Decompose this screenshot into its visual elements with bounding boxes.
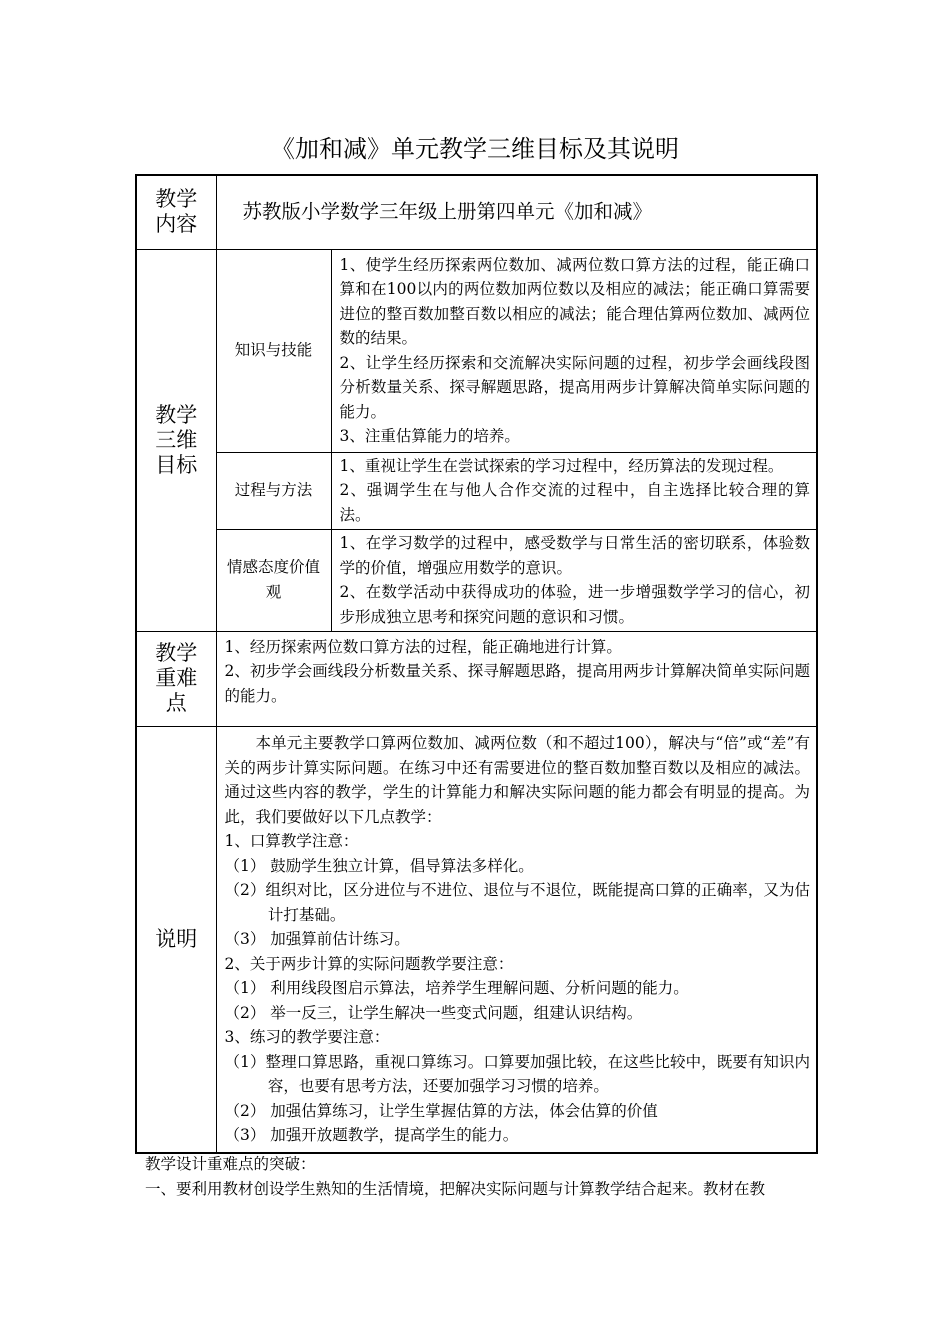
footer-heading: 教学设计重难点的突破： [145, 1155, 316, 1173]
goal-process-row [136, 452, 817, 529]
goals-label-text: 教学 三维 目标 [155, 402, 198, 477]
emotion-values-text [331, 529, 817, 631]
process-item-1: 1、重视让学生在尝试探索的学习过程中，经历算法的发现过程。 [339, 456, 784, 475]
knowledge-item-1: 1、使学生经历探索两位数加、减两位数口算方法的过程，能正确口算和在100以内的两位数加两位数以及相应的减法；能正确口算需要进位的整百数加整百数以相应的减法；能合理估算两位数加、减两位数的结果。 [339, 255, 811, 347]
explanation-h1-item-3: （3） 加强算前估计练习。 [224, 930, 410, 948]
explanation-h1-item-2: （2）组织对比，区分进位与不进位、退位与不退位，既能提高口算的正确率，又为估计打基础。 [224, 881, 811, 924]
explanation-h2-item-1: （1） 利用线段图启示算法，培养学生理解问题、分析问题的能力。 [224, 979, 689, 997]
explanation-heading-2: 2、关于两步计算的实际问题教学要注意： [224, 954, 514, 973]
footer-paragraph: 一、要利用教材创设学生熟知的生活情境，把解决实际问题与计算教学结合起来。教材在教 [145, 1180, 766, 1198]
emotion-values-label: 情感态度价值观 [216, 529, 331, 631]
page-title: 《加和减》单元教学三维目标及其说明 [271, 135, 679, 163]
process-method-text [331, 452, 817, 529]
explanation-intro: 本单元主要教学口算两位数加、减两位数（和不超过100），解决与“倍”或“差”有关的两步计算实际问题。在练习中还有需要进位的整百数加整百数以及相应的减法。通过这些内容的教学，学生的计算能力和解决实际问题的能力都会有明显的提高。为此，我们要做好以下几点教学： [224, 734, 811, 826]
explanation-text [216, 726, 817, 1153]
process-item-2: 2、强调学生在与他人合作交流的过程中，自主选择比较合理的算法。 [339, 481, 811, 524]
key-difficulty-label-text: 教学 重难 点 [155, 641, 198, 715]
objectives-table [135, 174, 818, 1154]
key-difficulty-row [136, 631, 817, 726]
explanation-h3-item-3: （3） 加强开放题教学，提高学生的能力。 [224, 1126, 519, 1144]
goals-label [136, 249, 216, 631]
process-method-label: 过程与方法 [216, 452, 331, 529]
explanation-row [136, 726, 817, 1153]
key-difficulty-label [136, 631, 216, 726]
explanation-h3-item-2: （2） 加强估算练习，让学生掌握估算的方法，体会估算的价值 [224, 1101, 658, 1120]
knowledge-skill-text [331, 249, 817, 452]
emotion-item-2: 2、在数学活动中获得成功的体验，进一步增强数学学习的信心，初步形成独立思考和探究问题的意识和习惯。 [339, 583, 811, 626]
explanation-h3-item-1: （1）整理口算思路，重视口算练习。口算要加强比较，在这些比较中，既要有知识内容，也要有思考方法，还要加强学习习惯的培养。 [224, 1052, 811, 1095]
content-value: 苏教版小学数学三年级上册第四单元《加和减》 [216, 175, 817, 249]
knowledge-item-2: 2、让学生经历探索和交流解决实际问题的过程，初步学会画线段图分析数量关系、探寻解题思路，提高用两步计算解决简单实际问题的能力。 [339, 353, 811, 421]
knowledge-skill-label: 知识与技能 [216, 249, 331, 452]
emotion-item-1: 1、在学习数学的过程中，感受数学与日常生活的密切联系，体验数学的价值，增强应用数学的意识。 [339, 534, 811, 577]
explanation-label: 说明 [136, 726, 216, 1153]
explanation-heading-1: 1、口算教学注意： [224, 832, 359, 850]
content-label-text: 教学 内容 [155, 187, 198, 237]
explanation-h1-item-1: （1） 鼓励学生独立计算，倡导算法多样化。 [224, 856, 534, 875]
explanation-h2-item-2: （2） 举一反三，让学生解决一些变式问题，组建认识结构。 [224, 1003, 643, 1022]
content-label [136, 175, 216, 249]
key-difficulty-text [216, 631, 817, 726]
key-item-1: 1、经历探索两位数口算方法的过程，能正确地进行计算。 [224, 637, 622, 656]
goal-knowledge-row [136, 249, 817, 452]
key-item-2: 2、初步学会画线段分析数量关系、探寻解题思路，提高用两步计算解决简单实际问题的能力。 [224, 662, 811, 705]
explanation-heading-3: 3、练习的教学要注意： [224, 1028, 390, 1046]
goal-emotion-row [136, 529, 817, 631]
content-row [136, 175, 817, 249]
knowledge-item-3: 3、注重估算能力的培养。 [339, 427, 520, 445]
